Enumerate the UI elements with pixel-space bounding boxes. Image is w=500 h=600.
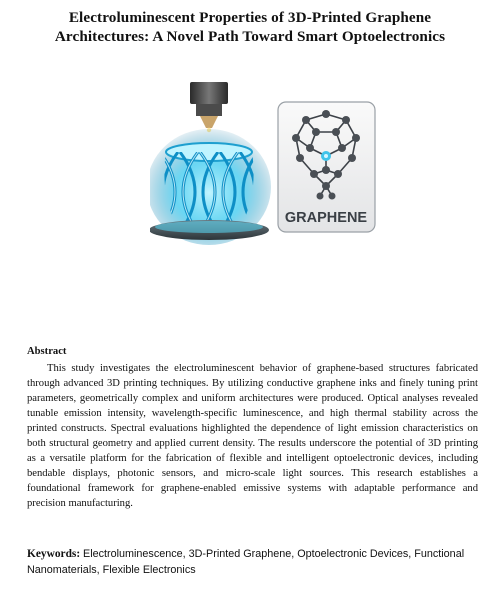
keywords-text: Electroluminescence, 3D-Printed Graphene, Optoelectronic Devices, Functional Nanomaterials, Flexible Electronics xyxy=(27,548,465,576)
keywords xyxy=(27,546,487,578)
printer-nozzle xyxy=(190,82,228,132)
paper-title xyxy=(20,8,480,46)
title-line-2: Architectures: A Novel Path Toward Smart Optoelectronics xyxy=(54,28,446,45)
graphical-abstract-figure xyxy=(150,82,385,267)
title-line-1: Electroluminescent Properties of 3D-Printed Graphene xyxy=(68,9,432,26)
graphene-badge-label: GRAPHENE xyxy=(284,210,368,226)
printed-lattice-vase xyxy=(150,129,278,245)
abstract-body: This study investigates the electroluminescent behavior of graphene-based structures fabricated through advanced 3D printing techniques. By utilizing conductive graphene inks and finely tuning print parameters, geometrically complex and uniform architectures were produced. Optical analyses revealed tunable emission intensity, wavelength-specific luminescence, and high thermal stability across the printed constructs. Spectral evaluations highlighted the dependence of light emission characteristics on both structural geometry and applied current density. The results underscore the potential of 3D printing as a versatile platform for the fabrication of flexible and intelligent optoelectronic devices, including bendable displays, photonic sensors, and micro-scale light sources. This research establishes a foundational framework for graphene-enabled emissive systems with adaptable performance and precision manufacturing. xyxy=(27,363,478,509)
keywords-label: Keywords: xyxy=(27,548,81,560)
graphene-badge xyxy=(278,102,375,232)
abstract-heading: Abstract xyxy=(27,346,67,357)
figure-illustration xyxy=(150,82,385,267)
